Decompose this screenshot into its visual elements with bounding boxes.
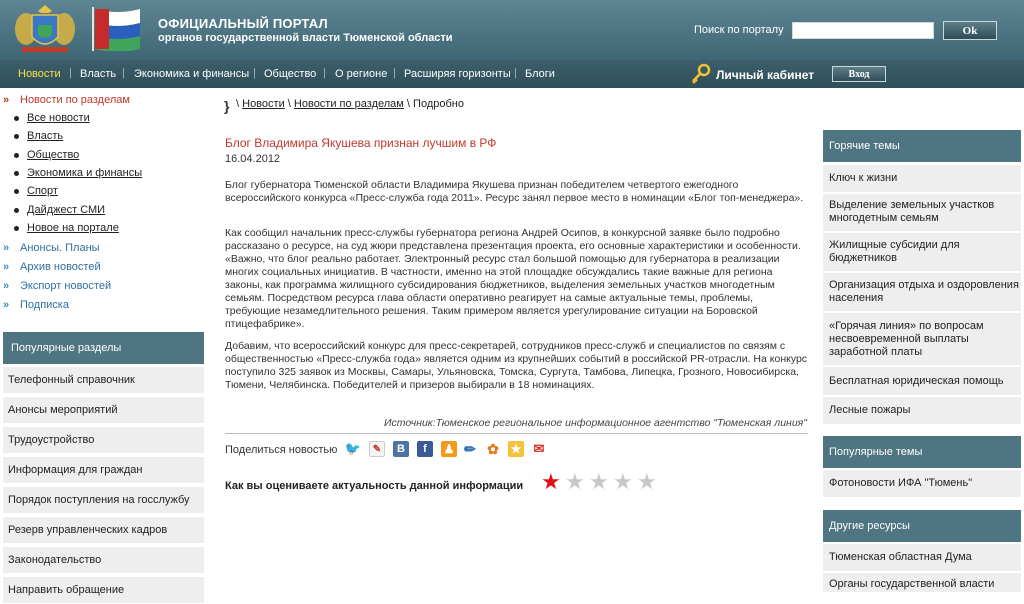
left-menu-sub-digest[interactable]: Дайджест СМИ: [27, 204, 106, 216]
double-chevron-icon: »: [3, 280, 10, 292]
double-chevron-icon: »: [3, 242, 10, 254]
bullet-icon: [14, 153, 19, 158]
hot-topic-item[interactable]: Лесные пожары: [823, 397, 1021, 425]
left-menu-export[interactable]: Экспорт новостей: [20, 280, 112, 292]
coat-of-arms-logo: [12, 3, 78, 55]
double-chevron-icon: »: [3, 261, 10, 273]
left-menu-subscribe[interactable]: Подписка: [20, 299, 69, 311]
popular-item-legislation[interactable]: Законодательство: [3, 547, 204, 574]
left-menu-sub-economy[interactable]: Экономика и финансы: [27, 167, 143, 179]
nav-separator: |: [122, 67, 125, 79]
popular-item-employment[interactable]: Трудоустройство: [3, 427, 204, 454]
other-resource-item[interactable]: Органы государственной власти: [823, 573, 1021, 593]
nav-separator: |: [253, 67, 256, 79]
nav-item-society[interactable]: Общество: [264, 68, 317, 80]
nav-item-region[interactable]: О регионе: [335, 68, 388, 80]
popular-item-phonebook[interactable]: Телефонный справочник: [3, 367, 204, 394]
rating-star-1[interactable]: ★: [541, 469, 561, 494]
nav-item-power[interactable]: Власть: [80, 68, 117, 80]
left-menu-sub-society[interactable]: Общество: [27, 149, 80, 161]
odnoklassniki-icon[interactable]: ♟: [441, 441, 457, 457]
left-menu-announcements[interactable]: Анонсы. Планы: [20, 242, 100, 254]
popular-sections-header: Популярные разделы: [3, 332, 204, 364]
rating-star-3[interactable]: ★: [589, 469, 609, 494]
article-date: 16.04.2012: [225, 153, 281, 165]
facebook-icon[interactable]: f: [417, 441, 433, 457]
nav-separator: |: [69, 67, 72, 79]
portal-subtitle: органов государственной власти Тюменской области: [158, 32, 453, 44]
breadcrumb-sections[interactable]: Новости по разделам: [293, 98, 404, 110]
search-label: Поиск по порталу: [694, 24, 784, 36]
rating-star-5[interactable]: ★: [637, 469, 657, 494]
hot-topics-header: Горячие темы: [823, 130, 1021, 162]
twitter-icon[interactable]: 🐦: [344, 441, 362, 456]
bullet-icon: [14, 189, 19, 194]
article-source: Источник:Тюменское региональное информационное агентство "Тюменская линия": [384, 417, 808, 429]
divider: [225, 433, 808, 434]
hot-topic-item[interactable]: Жилищные субсидии для бюджетников: [823, 233, 1021, 272]
bullet-icon: [14, 171, 19, 176]
other-resource-item[interactable]: Тюменская областная Дума: [823, 544, 1021, 572]
hot-topic-item[interactable]: Организация отдыха и оздоровления населения: [823, 273, 1021, 312]
popular-topics-header: Популярные темы: [823, 436, 1021, 468]
hot-topic-item[interactable]: Выделение земельных участков многодетным семьям: [823, 194, 1021, 232]
regional-flag-icon: [92, 7, 142, 51]
bullet-icon: [14, 116, 19, 121]
left-menu-section[interactable]: Новости по разделам: [20, 94, 130, 106]
left-menu-sub-power[interactable]: Власть: [27, 130, 64, 142]
nav-item-news[interactable]: Новости: [18, 68, 61, 80]
article-paragraph: Как сообщил начальник пресс-службы губернатора региона Андрей Осипов, в конкурсной заявке было подробно рассказано о ресурсе, на суд жюри представлена презентация проекта, его основные характеристики и особенности. «Важно, что блог реально работает. Электронный ресурс стал большой помощью для губернатора в реализации многих социальных инициатив. В частности, именно на этой площадке обсуждались такие важные для региона законы, как программа жилищного субсидирования бюджетников, выделения земельных участков многодетным семьям. Посредством ресурса глава области оперативно реагирует на самые актуальные темы, проблемы, требующие незамедлительного решения. Таким примером является урегулирование ситуации на Боровской птицефабрике».: [225, 227, 801, 330]
article-paragraph: Добавим, что всероссийский конкурс для пресс-секретарей, сотрудников пресс-служб и специалистов по связям с общественностью «Пресс-служба года» является одним из крупнейших событий в российской PR-отрасли. На конкурс поступило 325 заявок из Москвы, Самары, Ульяновска, Томска, Сургута, Тамбова, Липецка, Грозного, Новосибирска, Тюмени, Челябинска. Победителей и призеров выбирали в 18 номинациях.: [225, 340, 808, 391]
rating-star-2[interactable]: ★: [565, 469, 585, 494]
popular-item-reserve[interactable]: Резерв управленческих кадров: [3, 517, 204, 544]
popular-item-events[interactable]: Анонсы мероприятий: [3, 397, 204, 424]
nav-separator: |: [514, 67, 517, 79]
article-paragraph: Блог губернатора Тюменской области Владимира Якушева признан победителем четвертого ежегодного всероссийского конкурса «Пресс-служба года 2011». Ресурс занял первое место в номинации «Блог топ-менеджера».: [225, 179, 804, 204]
pin-icon[interactable]: ✎: [369, 441, 385, 457]
search-ok-button[interactable]: Ok: [943, 21, 997, 40]
popular-item-appeal[interactable]: Направить обращение: [3, 577, 204, 604]
nav-item-horizons[interactable]: Расширяя горизонты: [404, 68, 511, 80]
other-resources-header: Другие ресурсы: [823, 510, 1021, 542]
left-menu-archive[interactable]: Архив новостей: [20, 261, 101, 273]
search-input[interactable]: [792, 22, 934, 39]
popular-topic-item[interactable]: Фотоновости ИФА "Тюмень": [823, 470, 1021, 498]
hot-topic-item[interactable]: Ключ к жизни: [823, 165, 1021, 193]
double-chevron-icon: »: [3, 94, 10, 106]
breadcrumb-news[interactable]: Новости: [242, 98, 285, 110]
bookmark-star-icon[interactable]: ★: [508, 441, 524, 457]
livejournal-icon[interactable]: ✏: [464, 440, 476, 457]
nav-item-economy[interactable]: Экономика и финансы: [134, 68, 250, 80]
popular-item-citizens[interactable]: Информация для граждан: [3, 457, 204, 484]
rating-label: Как вы оцениваете актуальность данной информации: [225, 480, 524, 492]
hot-topic-item[interactable]: «Горячая линия» по вопросам несвоевременной выплаты заработной платы: [823, 313, 1021, 366]
site-header: [0, 0, 1024, 60]
nav-separator: |: [323, 67, 326, 79]
portal-title: ОФИЦИАЛЬНЫЙ ПОРТАЛ: [158, 16, 328, 31]
bullet-icon: [14, 134, 19, 139]
double-chevron-icon: »: [3, 299, 10, 311]
rating-star-4[interactable]: ★: [613, 469, 633, 494]
bullet-icon: [14, 208, 19, 213]
left-menu-sub-sport[interactable]: Спорт: [27, 185, 58, 197]
personal-cabinet-link[interactable]: Личный кабинет: [716, 68, 815, 82]
left-menu-sub-new[interactable]: Новое на портале: [27, 222, 119, 234]
moimir-icon[interactable]: ✿: [487, 440, 499, 457]
bullet-icon: [14, 226, 19, 231]
share-label: Поделиться новостью: [225, 444, 338, 456]
article-title: Блог Владимира Якушева признан лучшим в РФ: [225, 136, 497, 150]
nav-item-blogs[interactable]: Блоги: [525, 68, 555, 80]
breadcrumb: \ Новости \ Новости по разделам \ Подробно: [236, 98, 464, 110]
breadcrumb-current: Подробно: [413, 98, 464, 110]
key-icon: [690, 63, 712, 85]
left-menu-sub-all[interactable]: Все новости: [27, 112, 90, 124]
popular-item-civil-service[interactable]: Порядок поступления на госслужбу: [3, 487, 204, 514]
gmail-icon[interactable]: ✉: [533, 441, 545, 456]
vkontakte-icon[interactable]: B: [393, 441, 409, 457]
hot-topic-item[interactable]: Бесплатная юридическая помощь: [823, 367, 1021, 396]
nav-separator: |: [393, 67, 396, 79]
login-button[interactable]: Вход: [832, 66, 886, 82]
breadcrumb-mark-icon: }: [224, 98, 230, 114]
